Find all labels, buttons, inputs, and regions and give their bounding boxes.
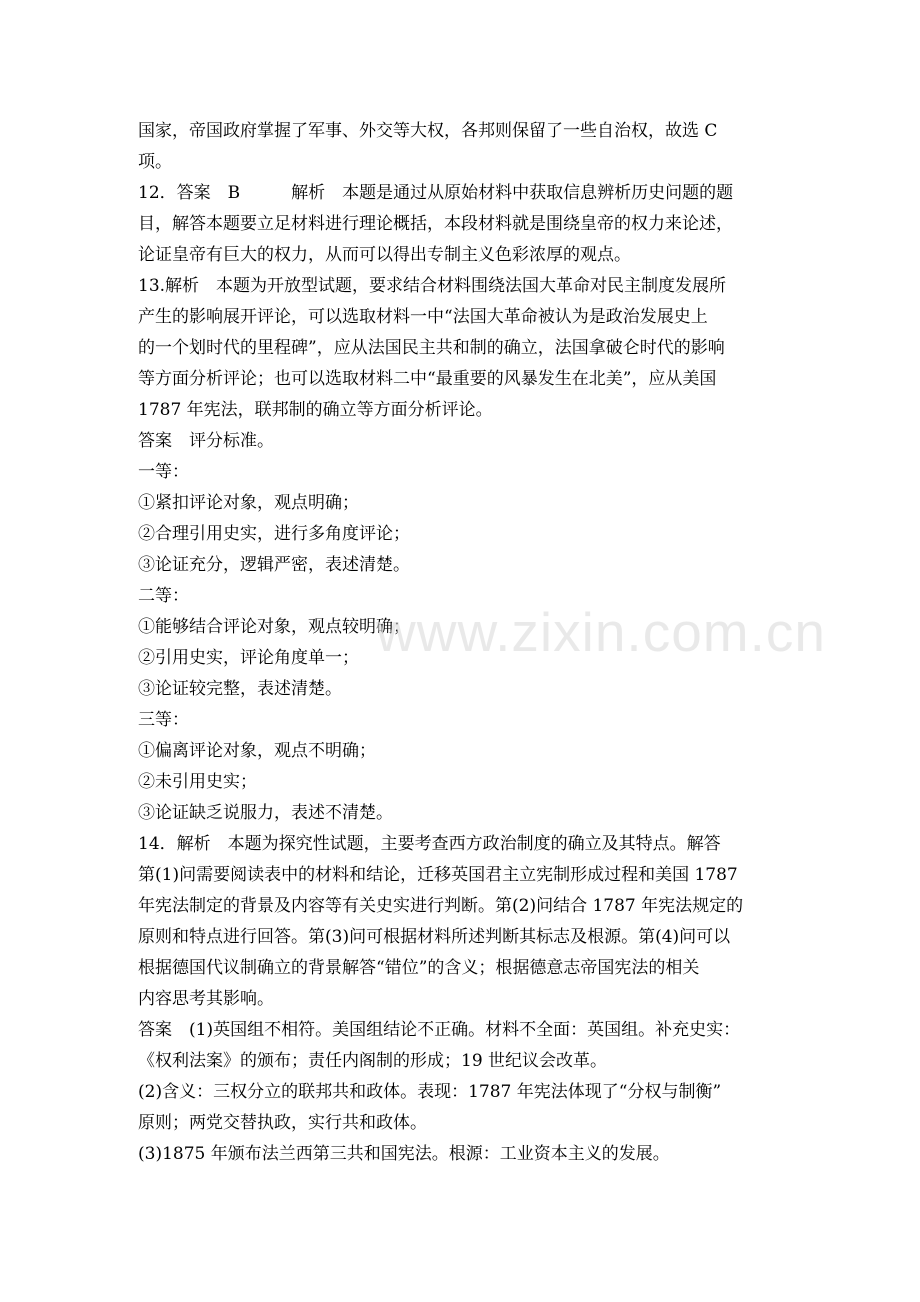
text-line: 国家，帝国政府掌握了军事、外交等大权，各邦则保留了一些自治权，故选 C <box>138 121 718 141</box>
text-line: ③论证较完整，表述清楚。 <box>138 679 342 699</box>
text-line: ①偏离评论对象，观点不明确； <box>138 741 376 761</box>
text-line: ③论证充分，逻辑严密，表述清楚。 <box>138 555 410 575</box>
text-line: ②未引用史实； <box>138 772 257 792</box>
text-line: 三等： <box>138 710 189 730</box>
text-line: 论证皇帝有巨大的权力，从而可以得出专制主义色彩浓厚的观点。 <box>138 245 631 265</box>
text-line: 内容思考其影响。 <box>138 989 274 1009</box>
text-line: 13.解析 本题为开放型试题，要求结合材料围绕法国大革命对民主制度发展所 <box>138 276 727 296</box>
text-line: 答案 (1)英国组不相符。美国组结论不正确。材料不全面：英国组。补充史实： <box>138 1020 741 1040</box>
text-line: 二等： <box>138 586 189 606</box>
text-line: 目，解答本题要立足材料进行理论概括，本段材料就是围绕皇帝的权力来论述， <box>138 214 733 234</box>
text-line: 产生的影响展开评论，可以选取材料一中“法国大革命被认为是政治发展史上 <box>138 307 708 327</box>
text-line: 12．答案 B 解析 本题是通过从原始材料中获取信息辨析历史问题的题 <box>138 183 734 203</box>
text-line: 根据德国代议制确立的背景解答“错位”的含义；根据德意志帝国宪法的相关 <box>138 958 700 978</box>
text-line: ①紧扣评论对象，观点明确； <box>138 493 359 513</box>
text-line: ①能够结合评论对象，观点较明确； <box>138 617 410 637</box>
text-line: 答案 评分标准。 <box>138 431 274 451</box>
watermark: www.zixin.com.cn <box>376 601 826 663</box>
text-line: (2)含义：三权分立的联邦共和政体。表现：1787 年宪法体现了“分权与制衡” <box>138 1082 722 1102</box>
text-line: 14．解析 本题为探究性试题，主要考查西方政治制度的确立及其特点。解答 <box>138 834 721 854</box>
text-line: 原则和特点进行回答。第(3)问可根据材料所述判断其标志及根源。第(4)问可以 <box>138 927 731 947</box>
text-line: 第(1)问需要阅读表中的材料和结论，迁移英国君主立宪制形成过程和美国 1787 <box>138 865 738 885</box>
text-line: 原则；两党交替执政，实行共和政体。 <box>138 1113 427 1133</box>
text-line: (3)1875 年颁布法兰西第三共和国宪法。根源：工业资本主义的发展。 <box>138 1144 670 1164</box>
text-line: ②引用史实，评论角度单一； <box>138 648 359 668</box>
text-line: ②合理引用史实，进行多角度评论； <box>138 524 410 544</box>
text-line: 《权利法案》的颁布；责任内阁制的形成；19 世纪议会改革。 <box>138 1051 608 1071</box>
text-line: 等方面分析评论；也可以选取材料二中“最重要的风暴发生在北美”，应从美国 <box>138 369 717 389</box>
text-line: 项。 <box>138 152 172 172</box>
text-line: 一等： <box>138 462 189 482</box>
text-line: 1787 年宪法，联邦制的确立等方面分析评论。 <box>138 400 493 420</box>
text-line: 年宪法制定的背景及内容等有关史实进行判断。第(2)问结合 1787 年宪法规定的 <box>138 896 744 916</box>
text-line: 的一个划时代的里程碑”，应从法国民主共和制的确立，法国拿破仑时代的影响 <box>138 338 725 358</box>
text-line: ③论证缺乏说服力，表述不清楚。 <box>138 803 393 823</box>
